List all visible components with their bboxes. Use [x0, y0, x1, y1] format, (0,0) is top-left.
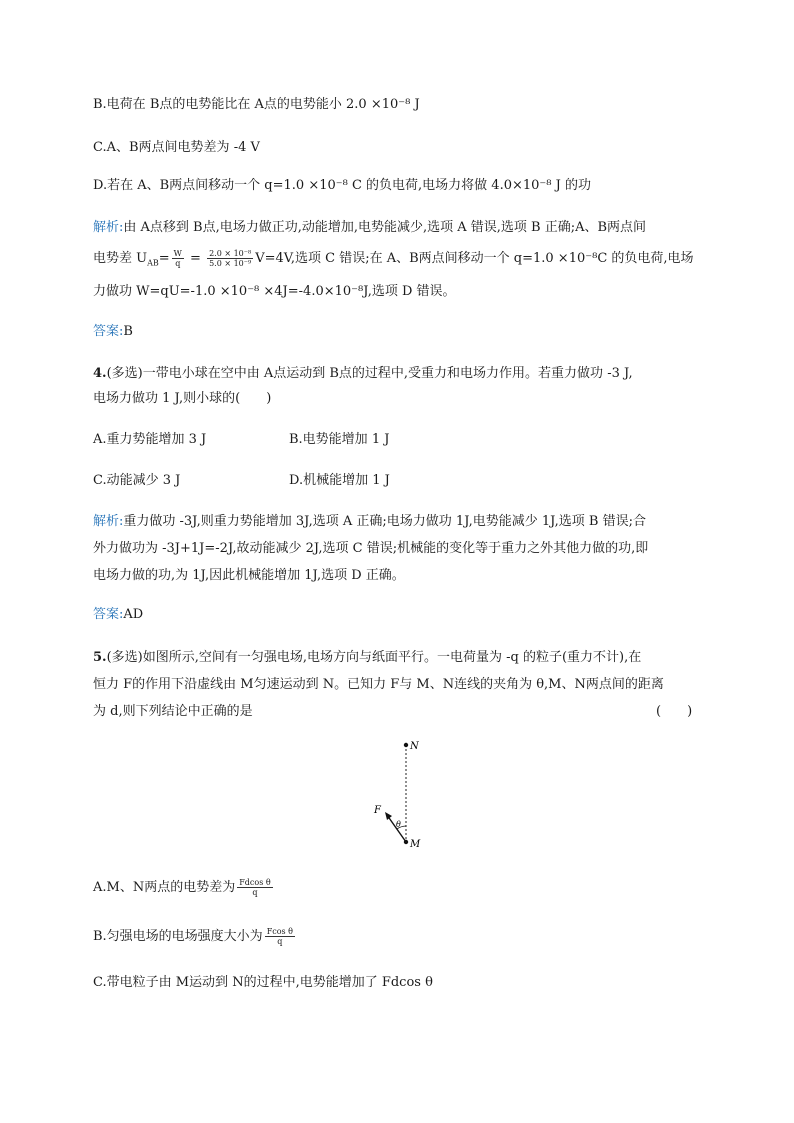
- analysis-text: V=4V,选项 C 错误;在 A、B两点间移动一个 q=1.0 ×10⁻⁸C 的负电荷,电场: [255, 251, 694, 266]
- q4-analysis-line-1: [93, 513, 646, 531]
- fraction-denominator: q: [277, 937, 283, 946]
- q5-answer-bracket: ( ): [656, 704, 693, 719]
- fraction-denominator: q: [175, 259, 181, 268]
- q3-option-c: C.A、B两点间电势差为 -4 V: [93, 140, 260, 155]
- q5-option-a: [93, 876, 275, 900]
- analysis-text: 由 A点移到 B点,电场力做正功,动能增加,电势能减少,选项 A 错误,选项 B 正确;A、B两点间: [123, 220, 647, 235]
- fraction-numerator: Fdcos θ: [239, 878, 271, 887]
- fraction-numerator: Fcos θ: [266, 927, 293, 936]
- label-theta: θ: [396, 820, 401, 829]
- analysis-label: 解析:: [93, 514, 124, 529]
- label-f: F: [374, 805, 381, 816]
- equals: =: [185, 251, 206, 266]
- option-text: A.M、N两点的电势差为: [93, 880, 236, 895]
- point-n: [404, 743, 408, 747]
- answer-label: 答案:: [93, 607, 124, 622]
- q4-option-a: A.重力势能增加 3 J: [93, 432, 207, 447]
- q5-stem-line-3: 为 d,则下列结论中正确的是: [93, 704, 253, 719]
- answer-label: 答案:: [93, 324, 124, 339]
- answer-value: AD: [123, 607, 144, 622]
- fraction: [237, 878, 272, 897]
- fraction-denominator: q: [252, 888, 258, 897]
- fraction: [265, 927, 295, 946]
- fraction-w-over-q: [172, 249, 184, 268]
- analysis-text: 电势差 U: [93, 251, 148, 266]
- q4-option-b: B.电势能增加 1 J: [289, 432, 390, 447]
- analysis-text: 重力做功 -3J,则重力势能增加 3J,选项 A 正确;电场力做功 1J,电势能减少 1J,选项 B 错误;合: [123, 514, 646, 529]
- question-text: (多选)如图所示,空间有一匀强电场,电场方向与纸面平行。一电荷量为 -q 的粒子(重力不计),在: [106, 650, 642, 665]
- q4-stem-line-1: [93, 365, 633, 383]
- option-text: B.匀强电场的电场强度大小为: [93, 929, 263, 944]
- q4-analysis-line-3: 电场力做的功,为 1J,因此机械能增加 1J,选项 D 正确。: [93, 568, 405, 583]
- q3-analysis-line-1: [93, 219, 646, 237]
- q5-option-c: C.带电粒子由 M运动到 N的过程中,电势能增加了 Fdcos θ: [93, 975, 433, 990]
- answer-value: B: [123, 324, 133, 339]
- q3-option-b: B.电荷在 B点的电势能比在 A点的电势能小 2.0 ×10⁻⁸ J: [93, 97, 420, 112]
- q4-option-d: D.机械能增加 1 J: [289, 473, 390, 488]
- q3-analysis-line-2: [93, 247, 694, 276]
- subscript: AB: [147, 258, 159, 268]
- q4-answer: [93, 606, 143, 624]
- q4-stem-line-2: 电场力做功 1 J,则小球的( ): [93, 391, 272, 406]
- q5-option-b: [93, 925, 297, 949]
- force-arrowhead: [385, 812, 392, 820]
- question-number: 5.: [93, 650, 107, 665]
- question-number: 4.: [93, 366, 107, 381]
- label-n: N: [410, 741, 419, 752]
- q5-stem-line-1: [93, 649, 641, 667]
- equals: =: [158, 251, 170, 266]
- q4-analysis-line-2: 外力做功为 -3J+1J=-2J,故动能减少 2J,选项 C 错误;机械能的变化等于重力之外其他力做的功,即: [93, 541, 649, 556]
- analysis-label: 解析:: [93, 220, 124, 235]
- fraction-values: [207, 249, 253, 268]
- fraction-denominator: 5.0 × 10⁻⁹: [209, 259, 252, 268]
- field-diagram: [360, 735, 440, 855]
- fraction-numerator: 2.0 × 10⁻⁸: [209, 249, 252, 258]
- q3-option-d: D.若在 A、B两点间移动一个 q=1.0 ×10⁻⁸ C 的负电荷,电场力将做 4.0×10⁻⁸ J 的功: [93, 178, 591, 193]
- label-m: M: [410, 839, 421, 850]
- fraction-numerator: W: [173, 249, 182, 258]
- q3-answer: [93, 323, 133, 341]
- q4-option-c: C.动能减少 3 J: [93, 473, 181, 488]
- question-text: (多选)一带电小球在空中由 A点运动到 B点的过程中,受重力和电场力作用。若重力做功 -3 J,: [106, 366, 633, 381]
- q5-stem-line-2: 恒力 F的作用下沿虚线由 M匀速运动到 N。已知力 F与 M、N连线的夹角为 θ,M、N两点间的距离: [93, 677, 664, 692]
- q3-analysis-line-3: 力做功 W=qU=-1.0 ×10⁻⁸ ×4J=-4.0×10⁻⁸J,选项 D 错误。: [93, 284, 456, 299]
